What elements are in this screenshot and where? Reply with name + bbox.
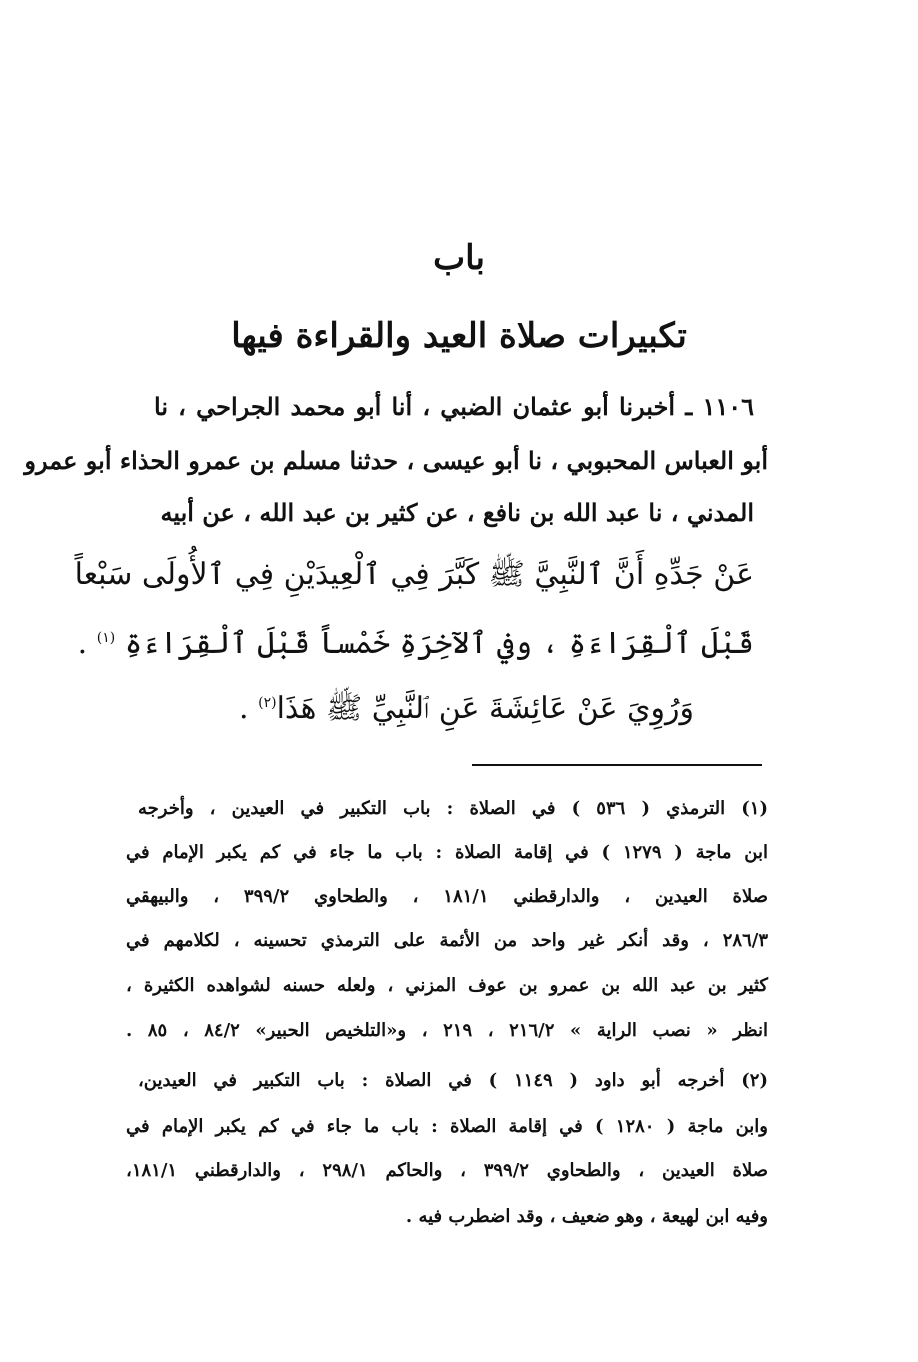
footnote-ref-2: (٢) — [258, 695, 277, 711]
footnote-line-4: ٢٨٦/٣ ، وقد أنكر غير واحد من الأئمة على الترمذي تحسينه ، لكلامهم في — [126, 930, 768, 951]
footnote-line-9: صلاة العيدين ، والطحاوي ٣٩٩/٢ ، والحاكم ٢٩٨/١ ، والدارقطني ١٨١/١، — [126, 1160, 769, 1181]
footnote-line-1: (١) الترمذي ( ٥٣٦ ) في الصلاة : باب التكبير في العيدين ، وأخرجه — [138, 798, 768, 819]
matn-line-1: عَنْ جَدِّهِ أَنَّ ٱلنَّبِيَّ ﷺ كَبَّرَ فِي ٱلْعِيدَيْنِ فِي ٱلأُولَى سَبْعاً — [74, 557, 754, 592]
footnote-divider — [472, 764, 762, 766]
footnote-line-10: وفيه ابن لهيعة ، وهو ضعيف ، وقد اضطرب فيه . — [405, 1206, 768, 1227]
footnote-line-3: صلاة العيدين ، والدارقطني ١٨١/١ ، والطحاوي ٣٩٩/٢ ، والبيهقي — [126, 886, 769, 907]
matn-line-2-dot: . — [77, 626, 88, 661]
footnote-line-7: (٢) أخرجه أبو داود ( ١١٤٩ ) في الصلاة : باب التكبير في العيدين، — [138, 1070, 768, 1091]
footnote-ref-1: (١) — [96, 630, 116, 646]
isnad-line-1: ١١٠٦ ـ أخبرنا أبو عثمان الضبي ، أنا أبو محمد الجراحي ، نا — [154, 392, 754, 421]
footnote-line-8: وابن ماجة ( ١٢٨٠ ) في إقامة الصلاة : باب ما جاء في كم يكبر الإمام في — [126, 1116, 768, 1137]
matn-line-2-text: قَبْلَ ٱلْقِرَاءَةِ ، وفي ٱلآخِرَةِ خَمْساً قَبْلَ ٱلْقِرَاءَةِ — [124, 626, 754, 661]
footnote-line-5: كثير بن عبد الله بن عمرو بن عوف المزني ، ولعله حسنه لشواهده الكثيرة ، — [126, 975, 768, 996]
matn-line-3 — [154, 690, 754, 733]
isnad-line-2: أبو العباس المحبوبي ، نا أبو عيسى ، حدثنا مسلم بن عمرو الحذاء أبو عمرو — [24, 446, 768, 475]
matn-line-3-text: وَرُوِيَ عَنْ عَائِشَةَ عَنِ ٱلنَّبِيِّ ﷺ هَذَا — [276, 691, 694, 726]
chapter-title: تكبيرات صلاة العيد والقراءة فيها — [231, 316, 687, 356]
footnote-line-6: انظر « نصب الراية » ٢١٦/٢ ، ٢١٩ ، و«التلخيص الحبير» ٨٤/٢ ، ٨٥ . — [126, 1020, 768, 1041]
chapter-label: باب — [433, 238, 485, 278]
footnote-line-2: ابن ماجة ( ١٢٧٩ ) في إقامة الصلاة : باب ما جاء في كم يكبر الإمام في — [126, 842, 768, 863]
matn-line-3-dot: . — [239, 691, 249, 726]
matn-line-2 — [77, 626, 754, 661]
isnad-line-3: المدني ، نا عبد الله بن نافع ، عن كثير بن عبد الله ، عن أبيه — [160, 498, 754, 527]
